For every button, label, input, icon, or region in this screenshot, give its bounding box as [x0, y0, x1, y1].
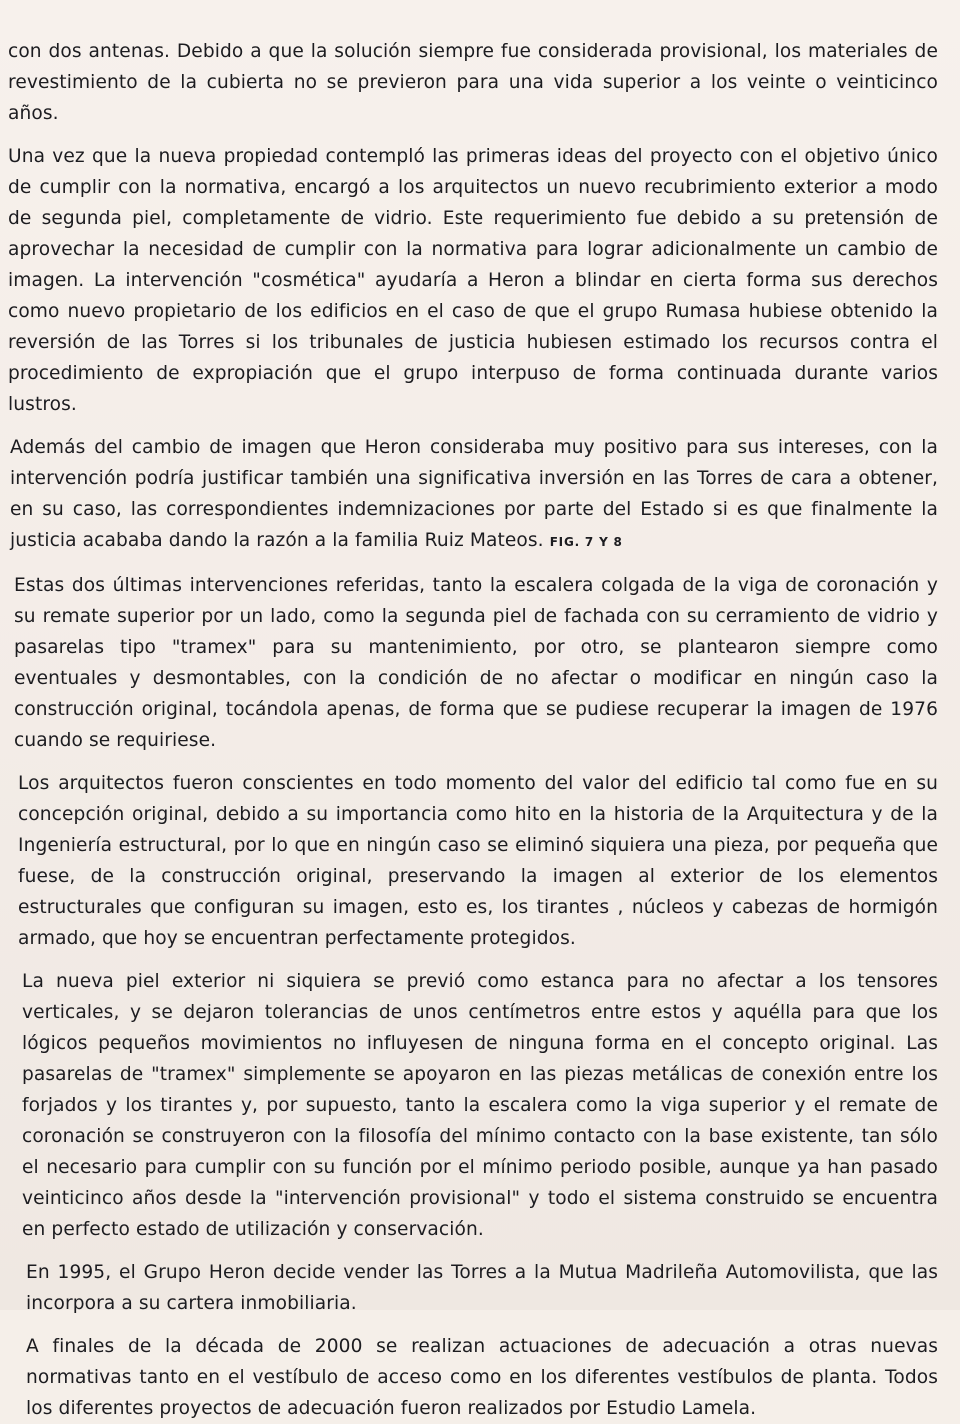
paragraph-1: con dos antenas. Debido a que la solución siempre fue considerada provisional, los materiales de revestimiento de la cubierta no se previeron para una vida superior a los veinte o veinticinco años.: [8, 41, 938, 124]
paragraph-4: Estas dos últimas intervenciones referidas, tanto la escalera colgada de la viga de coronación y su remate superior por un lado, como la segunda piel de fachada con su cerramiento de vidrio y pasarelas tipo "tramex" para su mantenimiento, por otro, se plantearon siempre como eventuales y desmontables, con la condición de no afectar o modificar en ningún caso la construcción original, tocándola apenas, de forma que se pudiese recuperar la imagen de 1976 cuando se requiriese.: [14, 575, 938, 751]
paragraph-8: A finales de la década de 2000 se realizan actuaciones de adecuación a otras nuevas normativas tanto en el vestíbulo de acceso como en los diferentes vestíbulos de planta. Todos los diferentes proyectos de adecuación fueron realizados por Estudio Lamela.: [26, 1336, 938, 1419]
figure-reference: FIG. 7 Y 8: [549, 535, 623, 549]
paragraph-3: [8, 432, 938, 558]
paragraph-5: Los arquitectos fueron conscientes en todo momento del valor del edificio tal como fue en su concepción original, debido a su importancia como hito en la historia de la Arquitectura y de la Ingeniería estructural, por lo que en ningún caso se eliminó siquiera una pieza, por pequeña que fuese, de la construcción original, preservando la imagen al exterior de los elementos estructurales que configuran su imagen, esto es, los tirantes , núcleos y cabezas de hormigón armado, que hoy se encuentran perfectamente protegidos.: [18, 773, 938, 949]
paragraph-6: La nueva piel exterior ni siquiera se previó como estanca para no afectar a los tensores verticales, y se dejaron tolerancias de unos centímetros entre estos y aquélla para que los lógicos pequeños movimientos no influyesen de ninguna forma en el concepto original. Las pasarelas de "tramex" simplemente se apoyaron en las piezas metálicas de conexión entre los forjados y los tirantes y, por supuesto, tanto la escalera como la viga superior y el remate de coronación se construyeron con la filosofía del mínimo contacto con la base existente, tan sólo el necesario para cumplir con su función por el mínimo periodo posible, aunque ya han pasado veinticinco años desde la "intervención provisional" y todo el sistema construido se encuentra en perfecto estado de utilización y conservación.: [22, 971, 938, 1240]
paragraph-3-text: Además del cambio de imagen que Heron consideraba muy positivo para sus intereses, con la intervención podría justificar también una significativa inversión en las Torres de cara a obtener, en su caso, las correspondientes indemnizaciones por parte del Estado si es que finalmente la justicia acababa dando la razón a la familia Ruiz Mateos.: [10, 437, 938, 551]
paragraph-2: Una vez que la nueva propiedad contempló las primeras ideas del proyecto con el objetivo único de cumplir con la normativa, encargó a los arquitectos un nuevo recubrimiento exterior a modo de segunda piel, completamente de vidrio. Este requerimiento fue debido a su pretensión de aprovechar la necesidad de cumplir con la normativa para lograr adicionalmente un cambio de imagen. La intervención "cosmética" ayudaría a Heron a blindar en cierta forma sus derechos como nuevo propietario de los edificios en el caso de que el grupo Rumasa hubiese obtenido la reversión de las Torres si los tribunales de justicia hubiesen estimado los recursos contra el procedimiento de expropiación que el grupo interpuso de forma continuada durante varios lustros.: [8, 146, 938, 415]
paragraph-7: En 1995, el Grupo Heron decide vender las Torres a la Mutua Madrileña Automovilista, que las incorpora a su cartera inmobiliaria.: [26, 1262, 938, 1314]
